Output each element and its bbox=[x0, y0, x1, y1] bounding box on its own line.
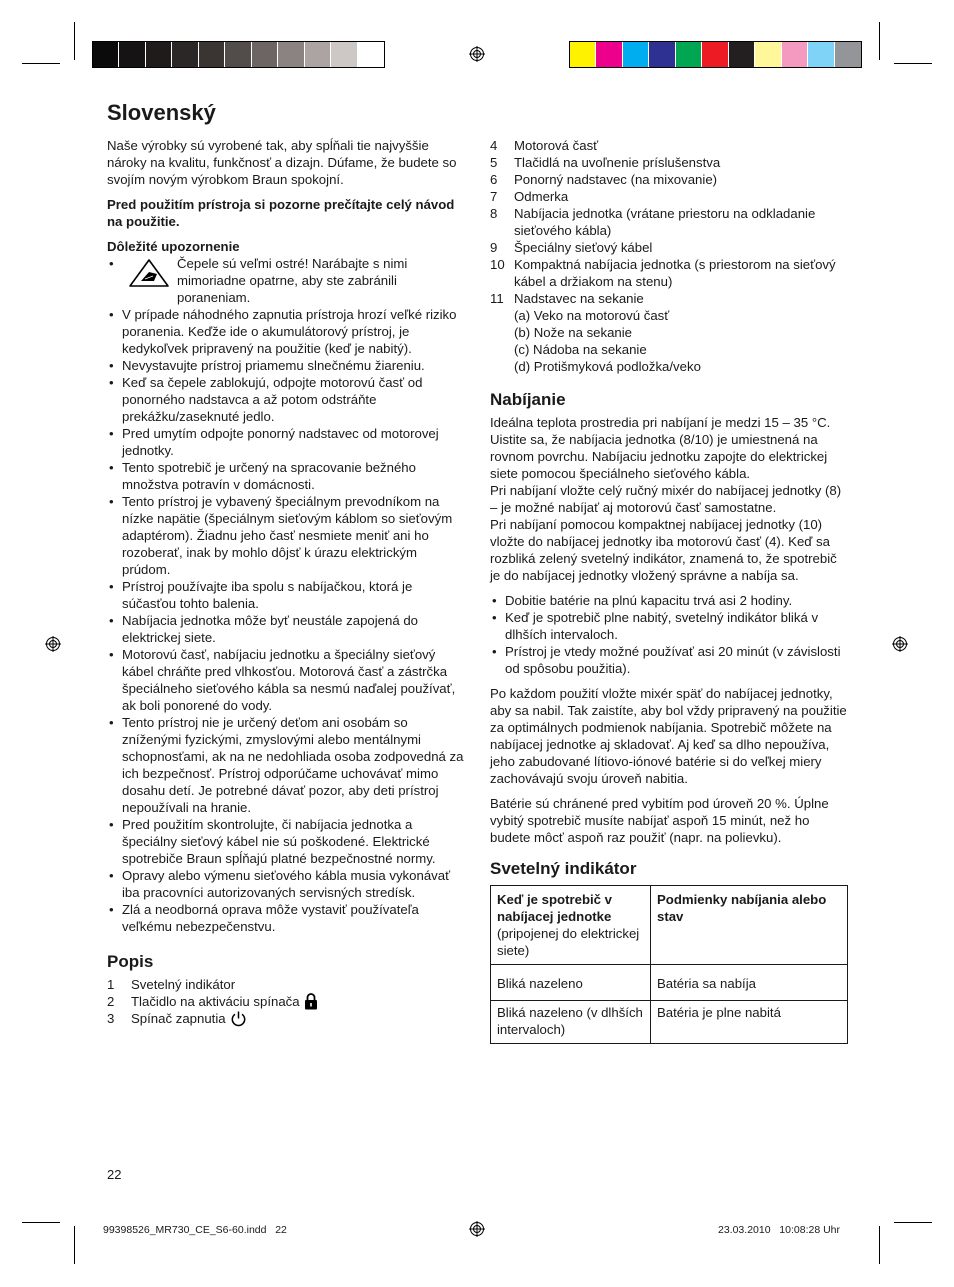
footer-file-info: 99398526_MR730_CE_S6-60.indd 22 bbox=[103, 1224, 287, 1236]
color-swatch bbox=[119, 42, 145, 67]
list-item bbox=[490, 188, 850, 205]
list-item: • Keď sa čepele zablokujú, odpojte motorovú časť od ponorného nadstavca a až potom odstráňte prekážku/zaseknuté jedlo. bbox=[107, 374, 467, 425]
item-number: 6 bbox=[490, 172, 498, 187]
color-swatch bbox=[172, 42, 198, 67]
popis-heading: Popis bbox=[107, 952, 154, 971]
color-swatch bbox=[596, 42, 622, 67]
indicator-table bbox=[490, 885, 848, 1044]
registration-mark-icon bbox=[892, 636, 908, 652]
list-item: • Prístroj je vtedy možné používať asi 20 minút (v závislosti od spôsobu použitia). bbox=[490, 643, 850, 677]
list-item bbox=[490, 154, 850, 171]
list-item: • Pred umytím odpojte ponorný nadstavec od motorovej jednotky. bbox=[107, 425, 467, 459]
important-heading: Dôležité upozornenie bbox=[107, 239, 240, 254]
item-text: Odmerka bbox=[514, 189, 569, 204]
list-item bbox=[490, 239, 850, 256]
header-normal-text: (pripojenej do elektrickej siete) bbox=[497, 926, 640, 958]
color-swatch bbox=[702, 42, 728, 67]
item-text: Tlačidlo na aktiváciu spínača bbox=[131, 994, 300, 1009]
item-text: Nadstavec na sekanie bbox=[514, 291, 644, 306]
svetelny-heading: Svetelný indikátor bbox=[490, 859, 637, 878]
list-item bbox=[490, 290, 850, 307]
list-item: • Opravy alebo výmenu sieťového kábla musia vykonávať iba pracovníci autorizovaných servisných stredísk. bbox=[107, 867, 467, 901]
right-column bbox=[490, 137, 850, 1044]
nabijanie-heading: Nabíjanie bbox=[490, 390, 566, 409]
item-number: 5 bbox=[490, 155, 498, 170]
list-item: • Nabíjacia jednotka môže byť neustále zapojená do elektrickej siete. bbox=[107, 612, 467, 646]
list-item: • Tento spotrebič je určený na spracovanie bežného množstva potravín v domácnosti. bbox=[107, 459, 467, 493]
table-cell: Bliká nazeleno bbox=[491, 965, 651, 1001]
item-text: Tlačidlá na uvoľnenie príslušenstva bbox=[514, 155, 721, 170]
color-swatch bbox=[199, 42, 225, 67]
footer-timestamp: 23.03.2010 10:08:28 Uhr bbox=[718, 1224, 841, 1236]
left-column bbox=[107, 137, 467, 1027]
grayscale-bar bbox=[92, 41, 385, 68]
item-text: Nabíjacia jednotka (vrátane priestoru na odkladanie sieťového kábla) bbox=[514, 206, 816, 238]
table-row bbox=[491, 965, 848, 1001]
registration-mark-icon bbox=[45, 636, 61, 652]
read-first-notice: Pred použitím prístroja si pozorne prečítajte celý návod na použitie. bbox=[107, 197, 455, 229]
popis-sub-list bbox=[490, 307, 850, 375]
intro-paragraph: Naše výrobky sú vyrobené tak, aby spĺňali tie najvyššie nároky na kvalitu, funkčnosť a dizajn. Dúfame, že budete so svojím novým výrobkom Braun spokojní. bbox=[107, 138, 457, 187]
color-swatch bbox=[305, 42, 331, 67]
lock-icon bbox=[304, 993, 318, 1010]
sub-list-item: (c) Nádoba na sekanie bbox=[514, 342, 647, 357]
table-header-row bbox=[491, 886, 848, 965]
item-number: 2 bbox=[107, 994, 115, 1009]
page-number: 22 bbox=[107, 1167, 122, 1182]
item-text: Spínač zapnutia bbox=[131, 1011, 226, 1026]
table-header-cell bbox=[491, 886, 651, 965]
nabijanie-p6: Batérie sú chránené pred vybitím pod úroveň 20 %. Úplne vybitý spotrebič musíte nabíjať aspoň 15 minút, než ho budete môcť aspoň raz použiť (napr. na polievku). bbox=[490, 796, 829, 845]
table-header-cell: Podmienky nabíjania alebo stav bbox=[651, 886, 848, 965]
table-cell: Bliká nazeleno (v dlhších intervaloch) bbox=[491, 1001, 651, 1044]
color-swatch bbox=[729, 42, 755, 67]
list-item: • Nevystavujte prístroj priamemu slnečnému žiareniu. bbox=[107, 357, 467, 374]
color-swatch bbox=[649, 42, 675, 67]
popis-list-left bbox=[107, 976, 467, 1027]
item-number: 1 bbox=[107, 977, 115, 992]
list-item: • Tento prístroj je vybavený špeciálnym prevodníkom na nízke napätie (špeciálnym sieťovým káblom so sieťovým adaptérom). Žiadnu jeho časť nesmiete meniť ani ho rozoberať, inak by mohlo dôjsť k úrazu elektrickým prúdom. bbox=[107, 493, 467, 578]
sub-list-item: (b) Nože na sekanie bbox=[514, 325, 633, 340]
color-swatch bbox=[835, 42, 861, 67]
item-text: Kompaktná nabíjacia jednotka (s priestorom na sieťový kábel a držiakom na stenu) bbox=[514, 257, 836, 289]
color-swatch bbox=[570, 42, 596, 67]
item-text: Svetelný indikátor bbox=[131, 977, 236, 992]
nabijanie-bullets bbox=[490, 592, 850, 677]
color-swatch bbox=[93, 42, 119, 67]
item-number: 11 bbox=[490, 291, 504, 306]
table-cell: Batéria je plne nabitá bbox=[651, 1001, 848, 1044]
color-swatch bbox=[331, 42, 357, 67]
list-item: • Keď je spotrebič plne nabitý, svetelný indikátor bliká v dlhších intervaloch. bbox=[490, 609, 850, 643]
list-item: • Tento prístroj nie je určený deťom ani osobám so zníženými fyzickými, zmyslovými alebo mentálnymi schopnosťami, ak na ne nedohliada osoba zodpovedná za ich bezpečnosť. Prístroj odporúčame uchovávať mimo dosahu detí. Je potrebné dávať pozor, aby deti prístroj nepoužívali na hranie. bbox=[107, 714, 467, 816]
header-bold-text: Keď je spotrebič v nabíjacej jednotke bbox=[497, 892, 613, 924]
list-item bbox=[490, 205, 850, 239]
item-number: 3 bbox=[107, 1011, 115, 1026]
color-swatch bbox=[358, 42, 384, 67]
list-item bbox=[490, 256, 850, 290]
blade-warning-text: Čepele sú veľmi ostré! Narábajte s nimi mimoriadne opatrne, aby ste zabránili poraneniam. bbox=[177, 256, 408, 305]
list-item: • Zlá a neodborná oprava môže vystaviť používateľa veľkému nebezpečenstvu. bbox=[107, 901, 467, 935]
list-item bbox=[107, 1010, 467, 1027]
blade-warning: • Čepele sú veľmi ostré! Narábajte s nimi mimoriadne opatrne, aby ste zabránili poraneniam. bbox=[107, 255, 467, 306]
table-row bbox=[491, 1001, 848, 1044]
item-text: Motorová časť bbox=[514, 138, 599, 153]
color-swatch bbox=[225, 42, 251, 67]
color-swatch bbox=[623, 42, 649, 67]
item-number: 7 bbox=[490, 189, 498, 204]
color-swatch bbox=[808, 42, 834, 67]
list-item bbox=[490, 171, 850, 188]
list-item: • V prípade náhodného zapnutia prístroja hrozí veľké riziko poranenia. Keďže ide o akumulátorový prístroj, je kedykoľvek pripravený na použitie (keď je nabitý). bbox=[107, 306, 467, 357]
power-icon bbox=[230, 1010, 247, 1027]
list-item bbox=[107, 993, 467, 1010]
color-swatch bbox=[755, 42, 781, 67]
cut-hazard-icon bbox=[128, 258, 170, 288]
item-text: Ponorný nadstavec (na mixovanie) bbox=[514, 172, 718, 187]
list-item: • Motorovú časť, nabíjaciu jednotku a špeciálny sieťový kábel chráňte pred vlhkosťou. Motorová časť a zástrčka špeciálneho sieťového kábla sa nesmú naďalej používať, ak boli ponorené do vody. bbox=[107, 646, 467, 714]
registration-mark-icon bbox=[469, 1221, 485, 1237]
color-swatch bbox=[676, 42, 702, 67]
item-number: 4 bbox=[490, 138, 498, 153]
list-item: • Pred použitím skontrolujte, či nabíjacia jednotka a špeciálny sieťový kábel nie sú poškodené. Elektrické spotrebiče Braun spĺňajú platné bezpečnostné normy. bbox=[107, 816, 467, 867]
table-cell: Batéria sa nabíja bbox=[651, 965, 848, 1001]
color-bar bbox=[569, 41, 862, 68]
color-swatch bbox=[146, 42, 172, 67]
item-number: 9 bbox=[490, 240, 498, 255]
nabijanie-p2: Uistite sa, že nabíjacia jednotka (8/10) je umiestnená na rovnom povrchu. Nabíjaciu jednotku zapojte do elektrickej siete pomocou špeciálneho sieťového kábla. bbox=[490, 432, 828, 481]
color-swatch bbox=[252, 42, 278, 67]
popis-list-right bbox=[490, 137, 850, 307]
important-list bbox=[107, 306, 467, 935]
list-item bbox=[490, 137, 850, 154]
sub-list-item: (d) Protišmyková podložka/veko bbox=[514, 359, 701, 374]
color-swatch bbox=[782, 42, 808, 67]
list-item bbox=[107, 976, 467, 993]
color-swatch bbox=[278, 42, 304, 67]
list-item: • Dobitie batérie na plnú kapacitu trvá asi 2 hodiny. bbox=[490, 592, 850, 609]
item-number: 8 bbox=[490, 206, 498, 221]
nabijanie-p5: Po každom použití vložte mixér späť do nabíjacej jednotky, aby sa nabil. Tak zaistíte, aby bol vždy pripravený na použitie za optimálnych podmienok nabíjania. Spotrebič môžete na nabíjacej jednotke aj skladovať. Aj keď sa dlho nepoužíva, jeho zabudované lítiovo-iónové batérie si do veľkej miery zachovávajú svoju úroveň nabitia. bbox=[490, 686, 847, 786]
nabijanie-p4: Pri nabíjaní pomocou kompaktnej nabíjacej jednotky (10) vložte do nabíjacej jednotky iba motorovú časť (4). Keď sa rozbliká zelený svetelný indikátor, znamená to, že spotrebič je do nabíjacej jednotky vložený správne a nabíja sa. bbox=[490, 517, 837, 583]
page-title: Slovenský bbox=[107, 100, 216, 125]
nabijanie-p1: Ideálna teplota prostredia pri nabíjaní je medzi 15 – 35 °C. bbox=[490, 415, 831, 430]
list-item: • Prístroj používajte iba spolu s nabíjačkou, ktorá je súčasťou tohto balenia. bbox=[107, 578, 467, 612]
item-number: 10 bbox=[490, 257, 505, 272]
sub-list-item: (a) Veko na motorovú časť bbox=[514, 308, 670, 323]
nabijanie-p3: Pri nabíjaní vložte celý ručný mixér do nabíjacej jednotky (8) – je možné nabíjať aj motorovú časť samostatne. bbox=[490, 483, 842, 515]
item-text: Špeciálny sieťový kábel bbox=[514, 240, 653, 255]
registration-mark-icon bbox=[469, 46, 485, 62]
